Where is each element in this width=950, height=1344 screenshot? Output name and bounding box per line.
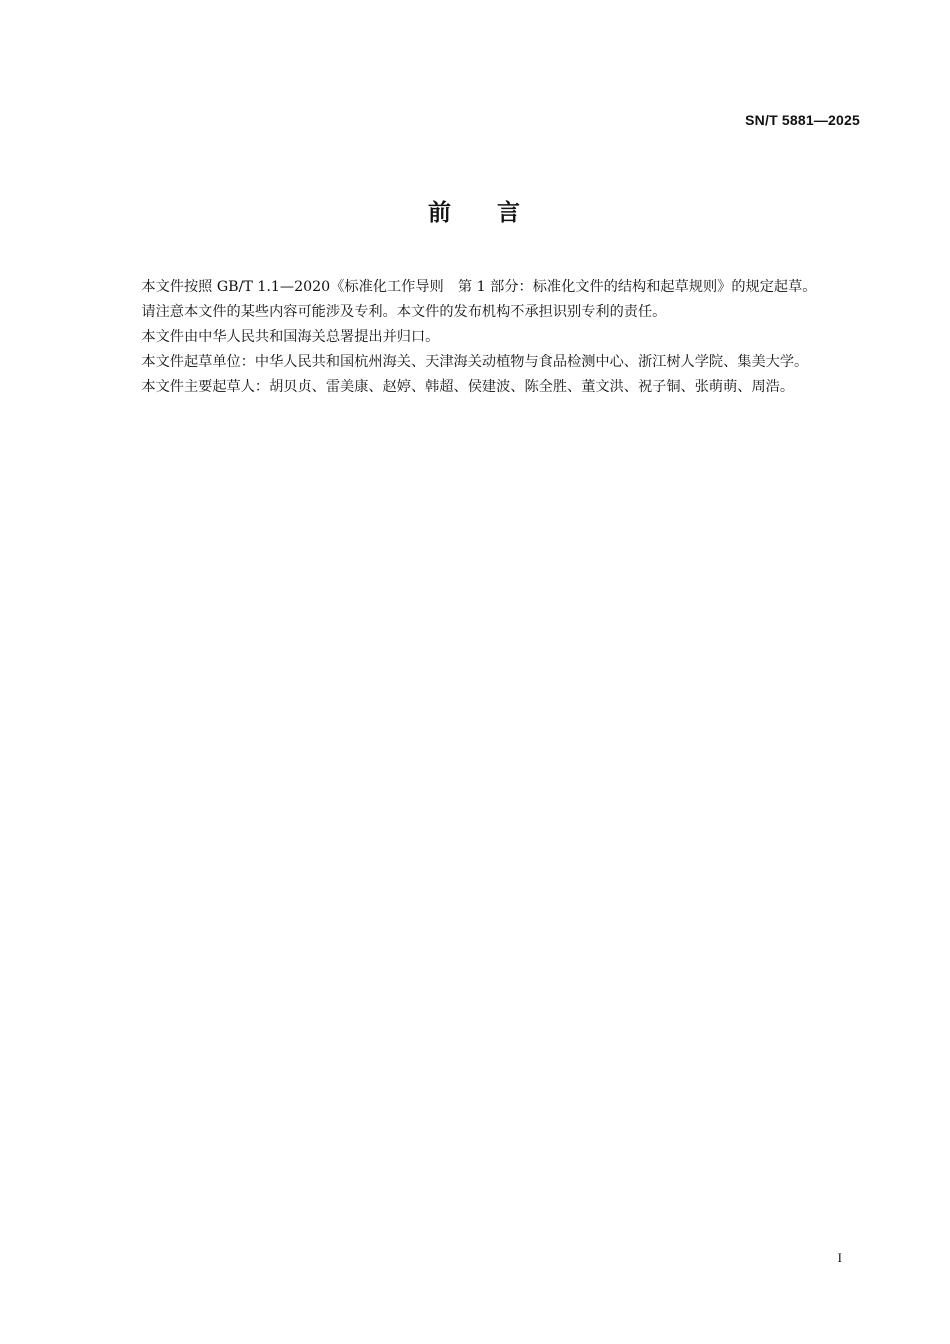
title-char-1: 前 [428,200,453,226]
paragraph-drafting-units: 本文件起草单位：中华人民共和国杭州海关、天津海关动植物与食品检测中心、浙江树人学院、集美大学。 [141,354,809,370]
paragraph-drafters: 本文件主要起草人：胡贝贞、雷美康、赵婷、韩超、侯建波、陈全胜、董文洪、祝子铜、张萌萌、周浩。 [141,379,795,395]
paragraph-drafting-rules: 本文件按照 GB/T 1.1—2020《标准化工作导则 第 1 部分：标准化文件的结构和起草规则》的规定起草。 [141,279,817,295]
foreword-body [113,275,859,400]
page-title [0,194,950,227]
page-number: I [837,1250,842,1265]
document-code: SN/T 5881—2025 [745,112,860,128]
title-char-2: 言 [497,200,522,226]
paragraph-proposer: 本文件由中华人民共和国海关总署提出并归口。 [141,329,440,345]
paragraph-patent-notice: 请注意本文件的某些内容可能涉及专利。本文件的发布机构不承担识别专利的责任。 [141,304,667,320]
